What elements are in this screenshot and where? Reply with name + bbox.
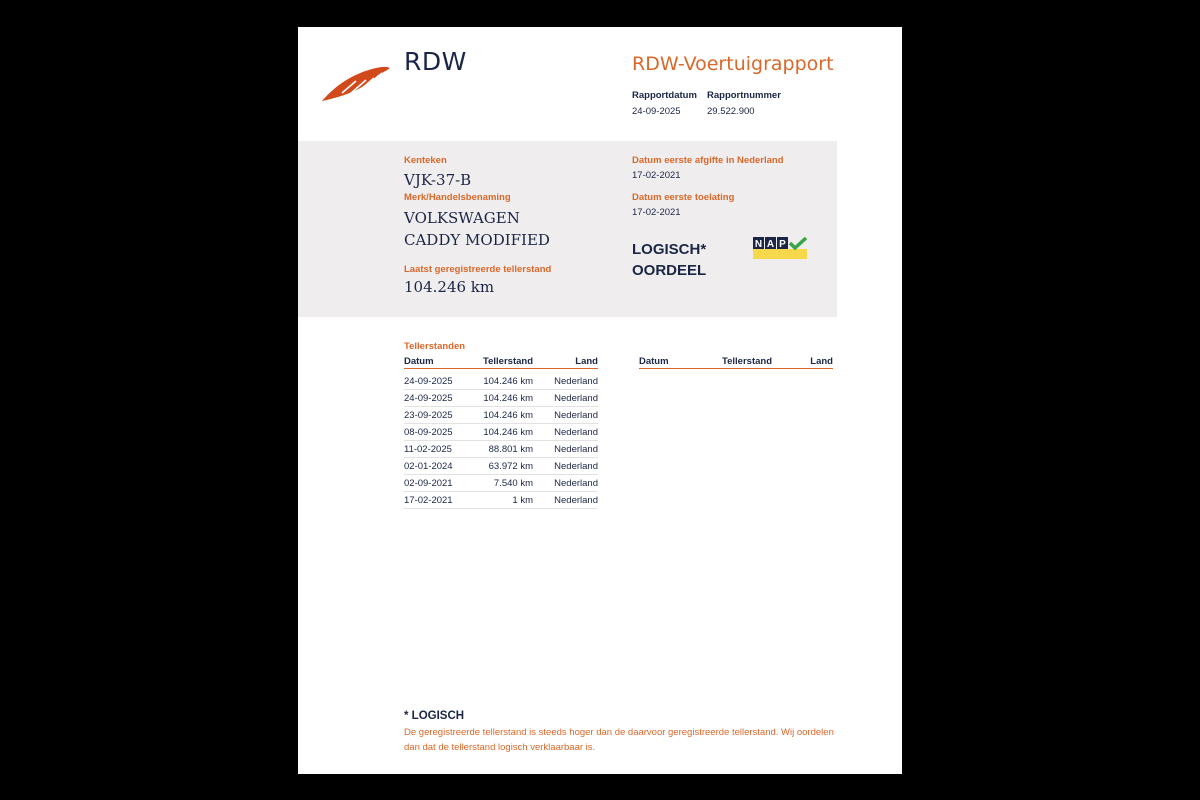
table-row (404, 492, 598, 509)
first-admission-value: 17-02-2021 (632, 207, 681, 218)
row-date: 17-02-2021 (404, 492, 470, 509)
column-datum: Datum (404, 355, 470, 369)
nap-check-icon (753, 237, 809, 261)
column-land: Land (772, 355, 833, 369)
model-value: CADDY MODIFIED (404, 231, 550, 249)
table-row (404, 424, 598, 441)
row-date: 24-09-2025 (404, 390, 470, 407)
odometer-label: Laatst geregistreerde tellerstand (404, 264, 552, 275)
column-tellerstand: Tellerstand (705, 355, 772, 369)
odometer-value: 104.246 km (404, 278, 495, 296)
footnote-text: De geregistreerde tellerstand is steeds hoger dan de daarvoor geregistreerde tellerstand. Wij oordelen dan dat de tellerstand logisch verklaarbaar is. (404, 727, 834, 753)
row-odometer: 7.540 km (470, 475, 533, 492)
row-country: Nederland (533, 373, 598, 390)
make-value: VOLKSWAGEN (404, 209, 520, 227)
nap-letter-p: P (779, 239, 786, 250)
odometer-table (404, 355, 598, 509)
report-number-block (707, 90, 781, 117)
plate-value: VJK-37-B (404, 171, 472, 189)
table-row (404, 458, 598, 475)
nap-letter-a: A (766, 239, 775, 250)
column-tellerstand: Tellerstand (470, 355, 533, 369)
brand-name: RDW (404, 47, 467, 76)
table-row (404, 441, 598, 458)
row-odometer: 63.972 km (470, 458, 533, 475)
column-land: Land (533, 355, 598, 369)
row-country: Nederland (533, 458, 598, 475)
report-title: RDW-Voertuigrapport (632, 53, 834, 75)
row-date: 02-01-2024 (404, 458, 470, 475)
odometer-table-right (639, 355, 833, 369)
table-row (404, 407, 598, 424)
first-nl-value: 17-02-2021 (632, 170, 681, 181)
row-date: 24-09-2025 (404, 373, 470, 390)
row-date: 08-09-2025 (404, 424, 470, 441)
report-page (298, 27, 902, 774)
row-country: Nederland (533, 407, 598, 424)
report-number: 29.522.900 (707, 106, 755, 117)
table-row (404, 475, 598, 492)
column-datum: Datum (639, 355, 705, 369)
rdw-logo-icon (320, 63, 392, 103)
row-country: Nederland (533, 441, 598, 458)
nap-letter-n: N (754, 239, 763, 250)
verdict-line-1: LOGISCH* (632, 241, 707, 258)
row-odometer: 104.246 km (470, 373, 533, 390)
row-odometer: 104.246 km (470, 390, 533, 407)
row-country: Nederland (533, 390, 598, 407)
report-number-label: Rapportnummer (707, 90, 781, 101)
make-label: Merk/Handelsbenaming (404, 192, 511, 203)
vehicle-summary-panel (298, 141, 837, 317)
row-odometer: 88.801 km (470, 441, 533, 458)
first-nl-label: Datum eerste afgifte in Nederland (632, 155, 784, 166)
report-date: 24-09-2025 (632, 106, 681, 117)
row-date: 02-09-2021 (404, 475, 470, 492)
row-country: Nederland (533, 492, 598, 509)
row-date: 11-02-2025 (404, 441, 470, 458)
row-odometer: 104.246 km (470, 424, 533, 441)
first-admission-label: Datum eerste toelating (632, 192, 735, 203)
row-odometer: 1 km (470, 492, 533, 509)
verdict (632, 239, 706, 281)
table-header-row (404, 355, 598, 369)
report-date-block (632, 90, 697, 117)
tellerstanden-label: Tellerstanden (404, 341, 466, 352)
plate-label: Kenteken (404, 155, 447, 166)
row-odometer: 104.246 km (470, 407, 533, 424)
row-country: Nederland (533, 424, 598, 441)
table-header-row (639, 355, 833, 369)
table-row (404, 390, 598, 407)
row-date: 23-09-2025 (404, 407, 470, 424)
footnote-title: * LOGISCH (404, 710, 465, 722)
report-date-label: Rapportdatum (632, 90, 697, 101)
table-row (404, 373, 598, 390)
verdict-line-2: OORDEEL (632, 262, 707, 279)
row-country: Nederland (533, 475, 598, 492)
